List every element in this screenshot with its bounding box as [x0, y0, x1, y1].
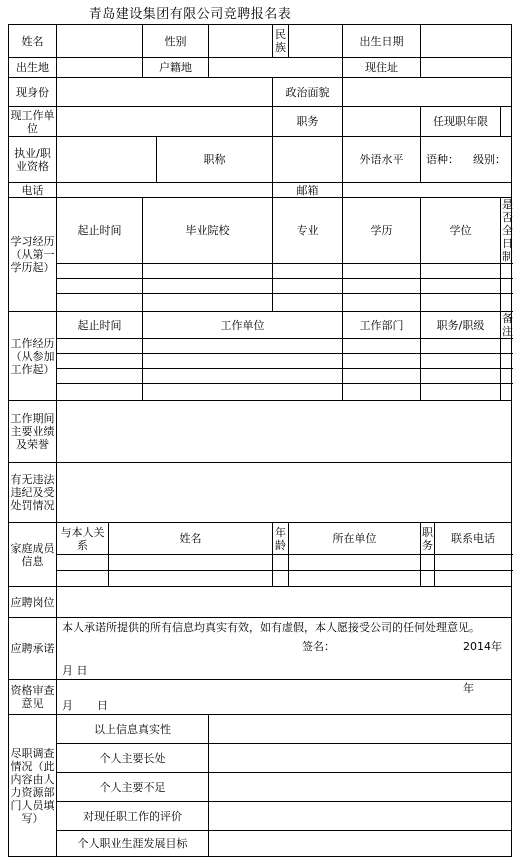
- review-day: 日: [97, 699, 108, 712]
- work-cell[interactable]: [343, 339, 421, 354]
- study-cell[interactable]: [143, 294, 273, 312]
- family-cell[interactable]: [289, 571, 421, 587]
- qualification-label: 执业/职业资格: [9, 137, 57, 183]
- family-header-post: 职务: [421, 523, 435, 555]
- ethnicity-field[interactable]: [289, 25, 343, 58]
- tenure-field[interactable]: [501, 107, 512, 137]
- work-header-unit: 工作单位: [143, 312, 343, 339]
- study-cell[interactable]: [501, 279, 512, 294]
- work-cell[interactable]: [421, 384, 501, 401]
- study-cell[interactable]: [421, 279, 501, 294]
- study-cell[interactable]: [143, 279, 273, 294]
- investigation-field[interactable]: [209, 715, 512, 744]
- work-cell[interactable]: [343, 354, 421, 369]
- investigation-item-evaluation: 对现任职工作的评价: [57, 802, 209, 831]
- apply-post-label: 应聘岗位: [9, 587, 57, 618]
- study-cell[interactable]: [501, 264, 512, 279]
- tenure-label: 任现职年限: [421, 107, 501, 137]
- name-field[interactable]: [57, 25, 143, 58]
- work-cell[interactable]: [143, 339, 343, 354]
- family-header-unit: 所在单位: [289, 523, 421, 555]
- work-cell[interactable]: [57, 384, 143, 401]
- registration-form: [8, 24, 512, 857]
- work-cell[interactable]: [501, 369, 512, 384]
- address-field[interactable]: [421, 58, 512, 78]
- identity-label: 现身份: [9, 78, 57, 107]
- jobtitle-field[interactable]: [273, 137, 343, 183]
- family-cell[interactable]: [57, 555, 109, 571]
- work-header-period: 起止时间: [57, 312, 143, 339]
- work-header-department: 工作部门: [343, 312, 421, 339]
- promise-label: 应聘承诺: [9, 618, 57, 680]
- study-cell[interactable]: [57, 264, 143, 279]
- study-cell[interactable]: [421, 264, 501, 279]
- hukou-label: 户籍地: [143, 58, 209, 78]
- promise-year: 2014年: [463, 639, 502, 653]
- work-cell[interactable]: [57, 354, 143, 369]
- study-header-school: 毕业院校: [143, 198, 273, 264]
- language-label: 外语水平: [343, 137, 421, 183]
- investigation-item-strengths: 个人主要长处: [57, 744, 209, 773]
- review-year: 年: [463, 682, 474, 695]
- apply-post-field[interactable]: [57, 587, 512, 618]
- email-label: 邮箱: [273, 183, 343, 198]
- promise-month-day: 月 日: [62, 663, 88, 677]
- study-label: 学习经历（从第一学历起）: [9, 198, 57, 312]
- review-cell[interactable]: [57, 680, 512, 715]
- work-cell[interactable]: [57, 339, 143, 354]
- form-title: 青岛建设集团有限公司竞聘报名表: [88, 7, 292, 22]
- investigation-field[interactable]: [209, 831, 512, 857]
- work-cell[interactable]: [343, 369, 421, 384]
- gender-label: 性别: [143, 25, 209, 58]
- qualification-field[interactable]: [57, 137, 157, 183]
- investigation-field[interactable]: [209, 773, 512, 802]
- political-label: 政治面貌: [273, 78, 343, 107]
- discipline-field[interactable]: [57, 463, 512, 523]
- family-header-phone: 联系电话: [435, 523, 512, 555]
- review-month: 月: [62, 699, 73, 712]
- birthdate-label: 出生日期: [343, 25, 421, 58]
- work-header-post: 职务/职级: [421, 312, 501, 339]
- signature-label: 签名：: [302, 639, 335, 653]
- family-cell[interactable]: [421, 571, 435, 587]
- workplace-label: 现工作单位: [10, 108, 55, 135]
- work-cell[interactable]: [501, 384, 512, 401]
- birthdate-field[interactable]: [421, 25, 512, 58]
- work-cell[interactable]: [501, 354, 512, 369]
- study-cell[interactable]: [143, 264, 273, 279]
- family-cell[interactable]: [421, 555, 435, 571]
- phone-label: 电话: [9, 183, 57, 198]
- study-header-fulltime: 是否全日制: [502, 198, 513, 263]
- family-cell[interactable]: [109, 555, 273, 571]
- promise-text: 本人承诺所提供的所有信息均真实有效，如有虚假，本人愿接受公司的任何处理意见。: [62, 620, 480, 634]
- study-cell[interactable]: [57, 294, 143, 312]
- family-label: 家庭成员信息: [9, 523, 57, 587]
- birthplace-field[interactable]: [57, 58, 143, 78]
- identity-field[interactable]: [57, 78, 273, 107]
- phone-field[interactable]: [57, 183, 273, 198]
- gender-field[interactable]: [209, 25, 273, 58]
- family-cell[interactable]: [289, 555, 421, 571]
- work-cell[interactable]: [421, 354, 501, 369]
- family-header-age: 年龄: [273, 523, 289, 555]
- study-cell[interactable]: [57, 279, 143, 294]
- study-cell[interactable]: [273, 264, 343, 279]
- family-cell[interactable]: [273, 555, 289, 571]
- family-header-name: 姓名: [109, 523, 273, 555]
- language-field[interactable]: [421, 137, 512, 183]
- study-cell[interactable]: [343, 279, 421, 294]
- signature-line: [58, 634, 510, 656]
- post-label: 职务: [273, 107, 343, 137]
- study-cell[interactable]: [421, 294, 501, 312]
- investigation-field[interactable]: [209, 802, 512, 831]
- study-header-degree: 学历: [343, 198, 421, 264]
- investigation-item-weaknesses: 个人主要不足: [57, 773, 209, 802]
- ethnicity-label: 民族: [273, 25, 289, 58]
- work-cell[interactable]: [421, 339, 501, 354]
- birthplace-label: 出生地: [9, 58, 57, 78]
- review-label: 资格审查意见: [9, 680, 57, 715]
- investigation-field[interactable]: [209, 744, 512, 773]
- language-kind-label: 语种：: [426, 153, 459, 166]
- discipline-label: 有无违法违纪及受处罚情况: [9, 463, 57, 523]
- language-level-label: 级别：: [473, 153, 506, 166]
- achievements-field[interactable]: [57, 401, 512, 463]
- review-month-day: [58, 695, 510, 714]
- jobtitle-label: 职称: [157, 137, 273, 183]
- work-cell[interactable]: [57, 369, 143, 384]
- investigation-item-authenticity: 以上信息真实性: [57, 715, 209, 744]
- study-cell[interactable]: [343, 264, 421, 279]
- post-field[interactable]: [343, 107, 421, 137]
- work-cell[interactable]: [143, 354, 343, 369]
- achievements-label: 工作期间主要业绩及荣誉: [9, 401, 57, 463]
- study-cell[interactable]: [273, 294, 343, 312]
- family-cell[interactable]: [109, 571, 273, 587]
- study-cell[interactable]: [273, 279, 343, 294]
- study-header-academic-degree: 学位: [421, 198, 501, 264]
- name-label: 姓名: [9, 25, 57, 58]
- family-header-relation: 与本人关系: [57, 523, 109, 555]
- email-field[interactable]: [343, 183, 512, 198]
- work-cell[interactable]: [421, 369, 501, 384]
- workplace-field[interactable]: [57, 107, 273, 137]
- study-header-period: 起止时间: [57, 198, 143, 264]
- family-cell[interactable]: [273, 571, 289, 587]
- study-header-major: 专业: [273, 198, 343, 264]
- work-cell[interactable]: [343, 384, 421, 401]
- work-header-remark: 备注: [502, 312, 513, 338]
- hukou-field[interactable]: [209, 58, 343, 78]
- political-field[interactable]: [343, 78, 512, 107]
- study-cell[interactable]: [343, 294, 421, 312]
- work-cell[interactable]: [143, 369, 343, 384]
- address-label: 现住址: [343, 58, 421, 78]
- family-cell[interactable]: [435, 571, 512, 587]
- investigation-item-career-goal: 个人职业生涯发展目标: [57, 831, 209, 857]
- family-cell[interactable]: [435, 555, 512, 571]
- work-cell[interactable]: [143, 384, 343, 401]
- study-cell[interactable]: [501, 294, 512, 312]
- work-label: 工作经历（从参加工作起）: [9, 312, 57, 401]
- promise-cell: [57, 618, 512, 680]
- work-cell[interactable]: [501, 339, 512, 354]
- investigation-label: 尽职调查情况（此内容由人力资源部门人员填写）: [9, 715, 57, 857]
- family-cell[interactable]: [57, 571, 109, 587]
